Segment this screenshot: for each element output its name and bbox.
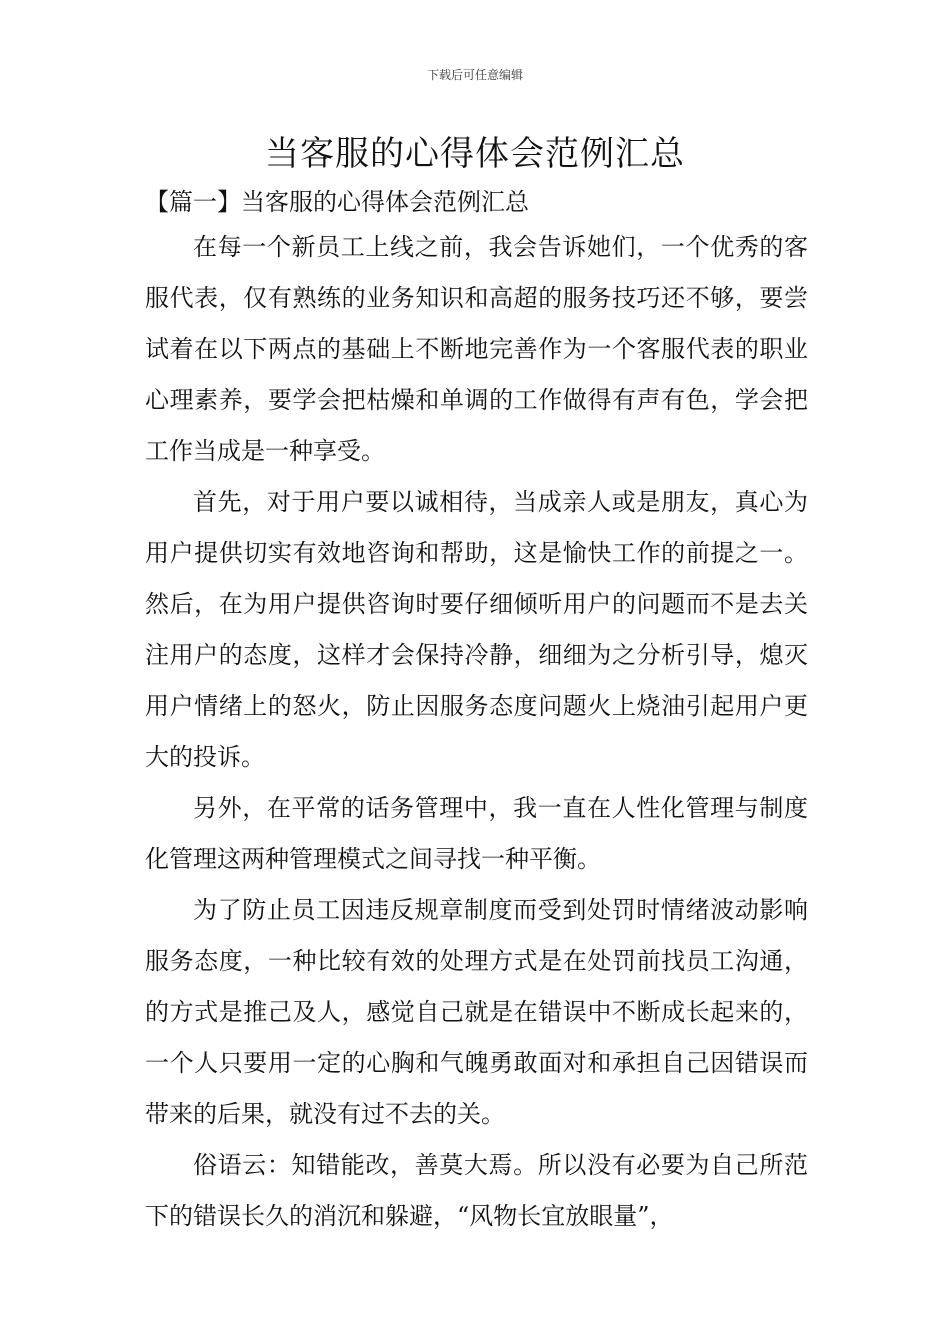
paragraph: 在每一个新员工上线之前，我会告诉她们，一个优秀的客服代表，仅有熟练的业务知识和高超的服务技巧还不够，要尝试着在以下两点的基础上不断地完善作为一个客服代表的职业心理素养，要学会把枯燥和单调的工作做得有声有色，学会把工作当成是一种享受。 bbox=[145, 233, 808, 465]
header-note: 下载后可任意编辑 bbox=[426, 68, 523, 82]
document-title: 当客服的心得体会范例汇总 bbox=[265, 134, 685, 174]
paragraph: 俗语云：知错能改，善莫大焉。所以没有必要为自己所范下的错误长久的消沉和躲避，“风物长宜放眼量”， bbox=[145, 1151, 808, 1230]
paragraph: 首先，对于用户要以诚相待，当成亲人或是朋友，真心为用户提供切实有效地咨询和帮助，这是愉快工作的前提之一。然后，在为用户提供咨询时要仔细倾听用户的问题而不是去关注用户的态度，这样才会保持冷静，细细为之分析引导，熄灭用户情绪上的怒火，防止因服务态度问题火上烧油引起用户更大的投诉。 bbox=[145, 488, 808, 771]
paragraph: 为了防止员工因违反规章制度而受到处罚时情绪波动影响服务态度，一种比较有效的处理方式是在处罚前找员工沟通，的方式是推己及人，感觉自己就是在错误中不断成长起来的，一个人只要用一定的心胸和气魄勇敢面对和承担自己因错误而带来的后果，就没有过不去的关。 bbox=[145, 896, 808, 1128]
document-body bbox=[145, 222, 808, 1242]
section-heading: 【篇一】当客服的心得体会范例汇总 bbox=[145, 188, 529, 216]
paragraph: 另外，在平常的话务管理中，我一直在人性化管理与制度化管理这两种管理模式之间寻找一种平衡。 bbox=[145, 794, 808, 873]
